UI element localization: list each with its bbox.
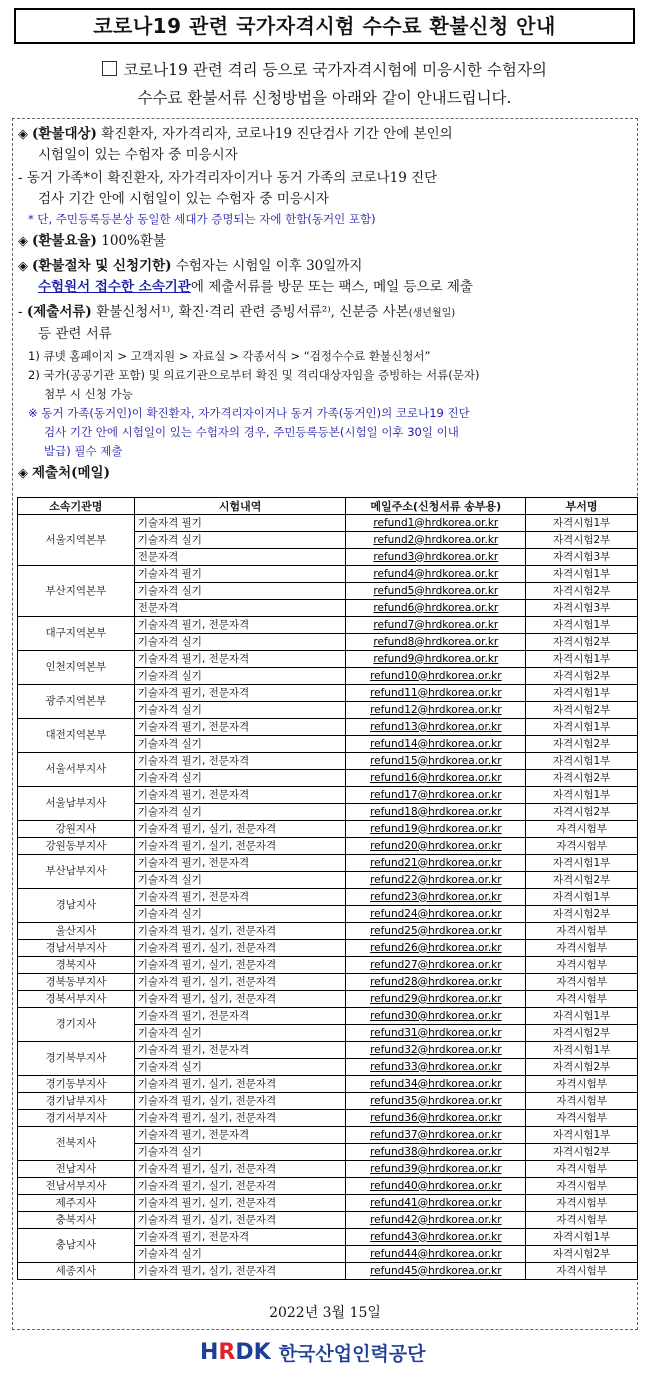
cell-dept: 자격시험부: [526, 1093, 638, 1110]
target-head: (환불대상): [32, 126, 97, 142]
cell-email[interactable]: refund2@hrdkorea.or.kr: [346, 532, 526, 549]
cell-exam: 기술자격 필기, 실기, 전문자격: [134, 923, 346, 940]
cell-exam: 기술자격 실기: [134, 1246, 346, 1263]
table-row: [18, 1076, 638, 1093]
cell-org: 부산지역본부: [18, 566, 135, 617]
cell-email[interactable]: refund3@hrdkorea.or.kr: [346, 549, 526, 566]
cell-dept: 자격시험부: [526, 974, 638, 991]
table-row: [18, 1127, 638, 1144]
footnote-2b: 첨부 시 신청 가능: [44, 387, 133, 401]
cell-org: 부산남부지사: [18, 855, 135, 889]
cell-email[interactable]: refund10@hrdkorea.or.kr: [346, 668, 526, 685]
table-row: [18, 1212, 638, 1229]
cell-exam: 기술자격 필기, 실기, 전문자격: [134, 1110, 346, 1127]
cell-org: 강원지사: [18, 821, 135, 838]
cell-email[interactable]: refund36@hrdkorea.or.kr: [346, 1110, 526, 1127]
rate-head: (환불요율): [32, 233, 97, 249]
table-row: [18, 617, 638, 634]
cell-exam: 기술자격 실기: [134, 770, 346, 787]
cell-email[interactable]: refund20@hrdkorea.or.kr: [346, 838, 526, 855]
cell-exam: 기술자격 필기, 전문자격: [134, 889, 346, 906]
proc-text-2: 에 제출서류를 방문 또는 팩스, 메일 등으로 제출: [190, 279, 473, 295]
cell-email[interactable]: refund11@hrdkorea.or.kr: [346, 685, 526, 702]
cell-email[interactable]: refund22@hrdkorea.or.kr: [346, 872, 526, 889]
cell-dept: 자격시험1부: [526, 566, 638, 583]
cell-dept: 자격시험부: [526, 1110, 638, 1127]
cell-email[interactable]: refund45@hrdkorea.or.kr: [346, 1263, 526, 1280]
rate-text: 100%환불: [96, 233, 166, 249]
cell-dept: 자격시험1부: [526, 787, 638, 804]
cell-exam: 기술자격 필기, 실기, 전문자격: [134, 838, 346, 855]
cell-exam: 기술자격 필기, 전문자격: [134, 1127, 346, 1144]
cell-email[interactable]: refund12@hrdkorea.or.kr: [346, 702, 526, 719]
submit-head: 제출처(메일): [32, 465, 110, 481]
cell-dept: 자격시험2부: [526, 1025, 638, 1042]
table-row: [18, 821, 638, 838]
cell-exam: 전문자격: [134, 549, 346, 566]
document-date: 2022년 3월 15일: [269, 1305, 381, 1321]
cell-dept: 자격시험부: [526, 1212, 638, 1229]
cell-exam: 기술자격 필기, 실기, 전문자격: [134, 940, 346, 957]
cell-dept: 자격시험부: [526, 838, 638, 855]
table-row: [18, 940, 638, 957]
intro-line-1: 코로나19 관련 격리 등으로 국가자격시험에 미응시한 수험자의: [123, 61, 547, 79]
cell-dept: 자격시험3부: [526, 549, 638, 566]
cell-email[interactable]: refund34@hrdkorea.or.kr: [346, 1076, 526, 1093]
cell-exam: 기술자격 필기, 실기, 전문자격: [134, 1093, 346, 1110]
col-header-email: 메일주소(신청서류 송부용): [346, 498, 526, 515]
cell-exam: 기술자격 필기, 실기, 전문자격: [134, 1263, 346, 1280]
cell-email[interactable]: refund13@hrdkorea.or.kr: [346, 719, 526, 736]
cell-dept: 자격시험부: [526, 923, 638, 940]
table-row: [18, 1161, 638, 1178]
family-line-1: - 동거 가족*이 확진환자, 자가격리자이거나 동거 가족의 코로나19 진단: [18, 170, 438, 186]
cell-dept: 자격시험부: [526, 1178, 638, 1195]
cell-exam: 기술자격 필기, 전문자격: [134, 719, 346, 736]
diamond-bullet-icon: ◈: [18, 466, 28, 481]
cell-email[interactable]: refund42@hrdkorea.or.kr: [346, 1212, 526, 1229]
cell-email[interactable]: refund44@hrdkorea.or.kr: [346, 1246, 526, 1263]
cell-dept: 자격시험1부: [526, 855, 638, 872]
cell-exam: 기술자격 실기: [134, 1059, 346, 1076]
cell-exam: 기술자격 실기: [134, 634, 346, 651]
cell-email[interactable]: refund41@hrdkorea.or.kr: [346, 1195, 526, 1212]
cell-email[interactable]: refund17@hrdkorea.or.kr: [346, 787, 526, 804]
cell-org: 경기남부지사: [18, 1093, 135, 1110]
table-row: [18, 1093, 638, 1110]
cell-email[interactable]: refund31@hrdkorea.or.kr: [346, 1025, 526, 1042]
cell-exam: 기술자격 필기, 전문자격: [134, 685, 346, 702]
cell-org: 광주지역본부: [18, 685, 135, 719]
cell-email[interactable]: refund1@hrdkorea.or.kr: [346, 515, 526, 532]
proc-link[interactable]: 수험원서 접수한 소속기관: [38, 279, 191, 295]
footnote-2a: 2) 국가(공공기관 포함) 및 의료기관으로부터 확진 및 격리대상자임을 증빙하는 서류(문자): [28, 368, 480, 382]
table-row: [18, 889, 638, 906]
cell-email[interactable]: refund32@hrdkorea.or.kr: [346, 1042, 526, 1059]
cell-exam: 기술자격 필기, 실기, 전문자격: [134, 974, 346, 991]
footnote-1: 1) 큐넷 홈페이지 > 고객지원 > 자료실 > 각종서식 > “검정수수료 환불신청서”: [28, 349, 431, 363]
cell-dept: 자격시험부: [526, 991, 638, 1008]
cell-org: 경남서부지사: [18, 940, 135, 957]
logo-mark: HRDK: [200, 1339, 271, 1365]
cell-email[interactable]: refund5@hrdkorea.or.kr: [346, 583, 526, 600]
cell-org: 제주지사: [18, 1195, 135, 1212]
cell-email[interactable]: refund8@hrdkorea.or.kr: [346, 634, 526, 651]
cell-org: 충남지사: [18, 1229, 135, 1263]
docs-small: (생년월일): [408, 308, 456, 319]
diamond-bullet-icon: ◈: [18, 234, 28, 249]
cell-dept: 자격시험1부: [526, 889, 638, 906]
table-row: [18, 855, 638, 872]
diamond-bullet-icon: ◈: [18, 127, 28, 142]
cell-exam: 기술자격 필기, 실기, 전문자격: [134, 1195, 346, 1212]
col-header-dept: 부서명: [526, 498, 638, 515]
cell-email[interactable]: refund35@hrdkorea.or.kr: [346, 1093, 526, 1110]
section-target: [18, 124, 638, 484]
table-row: [18, 787, 638, 804]
table-header-row: [18, 498, 638, 515]
cell-dept: 자격시험1부: [526, 1229, 638, 1246]
footnote-3b: 검사 기간 안에 시험일이 있는 수험자의 경우, 주민등록등본(시험일 이후 30일 이내: [44, 425, 459, 439]
cell-exam: 기술자격 필기, 전문자격: [134, 651, 346, 668]
footnote-3c: 발급) 필수 제출: [44, 444, 123, 458]
cell-email[interactable]: refund21@hrdkorea.or.kr: [346, 855, 526, 872]
cell-org: 경남지사: [18, 889, 135, 923]
cell-org: 경기서부지사: [18, 1110, 135, 1127]
cell-dept: 자격시험부: [526, 1076, 638, 1093]
cell-org: 경북동부지사: [18, 974, 135, 991]
cell-exam: 기술자격 필기, 전문자격: [134, 1229, 346, 1246]
cell-exam: 기술자격 실기: [134, 804, 346, 821]
cell-dept: 자격시험1부: [526, 1127, 638, 1144]
cell-org: 충북지사: [18, 1212, 135, 1229]
cell-dept: 자격시험3부: [526, 600, 638, 617]
table-row: [18, 1195, 638, 1212]
cell-dept: 자격시험2부: [526, 736, 638, 753]
checkbox-square-icon: [102, 61, 117, 76]
cell-dept: 자격시험2부: [526, 668, 638, 685]
cell-dept: 자격시험1부: [526, 651, 638, 668]
cell-dept: 자격시험2부: [526, 770, 638, 787]
table-row: [18, 685, 638, 702]
cell-email[interactable]: refund39@hrdkorea.or.kr: [346, 1161, 526, 1178]
col-header-org: 소속기관명: [18, 498, 135, 515]
cell-exam: 기술자격 필기, 전문자격: [134, 753, 346, 770]
cell-exam: 기술자격 필기, 실기, 전문자격: [134, 1076, 346, 1093]
cell-email[interactable]: refund15@hrdkorea.or.kr: [346, 753, 526, 770]
intro: [14, 56, 635, 112]
hrdk-logo: [200, 1338, 426, 1366]
table-row: [18, 1263, 638, 1280]
cell-email[interactable]: refund9@hrdkorea.or.kr: [346, 651, 526, 668]
cell-email[interactable]: refund38@hrdkorea.or.kr: [346, 1144, 526, 1161]
cell-org: 경기지사: [18, 1008, 135, 1042]
cell-org: 전남서부지사: [18, 1178, 135, 1195]
cell-dept: 자격시험2부: [526, 872, 638, 889]
cell-exam: 기술자격 실기: [134, 583, 346, 600]
cell-exam: 기술자격 필기, 전문자격: [134, 1008, 346, 1025]
table-row: [18, 515, 638, 532]
cell-dept: 자격시험부: [526, 821, 638, 838]
page-title: 코로나19 관련 국가자격시험 수수료 환불신청 안내: [14, 8, 635, 44]
table-row: [18, 957, 638, 974]
cell-email[interactable]: refund37@hrdkorea.or.kr: [346, 1127, 526, 1144]
cell-dept: 자격시험1부: [526, 753, 638, 770]
docs-head: (제출서류): [26, 304, 92, 320]
table-row: [18, 1008, 638, 1025]
footnote-3a: ※ 동거 가족(동거인)이 확진환자, 자가격리자이거나 동거 가족(동거인)의 코로나19 진단: [28, 406, 470, 420]
cell-org: 경북서부지사: [18, 991, 135, 1008]
family-line-2: 검사 기간 안에 시험일이 있는 수험자 중 미응시자: [38, 191, 329, 207]
cell-email[interactable]: refund26@hrdkorea.or.kr: [346, 940, 526, 957]
docs-prefix: -: [18, 304, 27, 320]
table-row: [18, 1178, 638, 1195]
cell-email[interactable]: refund16@hrdkorea.or.kr: [346, 770, 526, 787]
cell-email[interactable]: refund19@hrdkorea.or.kr: [346, 821, 526, 838]
cell-exam: 기술자격 필기, 실기, 전문자격: [134, 821, 346, 838]
cell-dept: 자격시험부: [526, 1195, 638, 1212]
cell-email[interactable]: refund28@hrdkorea.or.kr: [346, 974, 526, 991]
table-body: [18, 515, 638, 1280]
cell-org: 울산지사: [18, 923, 135, 940]
diamond-bullet-icon: ◈: [18, 259, 28, 274]
table-row: [18, 991, 638, 1008]
cell-email[interactable]: refund6@hrdkorea.or.kr: [346, 600, 526, 617]
cell-org: 경기북부지사: [18, 1042, 135, 1076]
cell-exam: 기술자격 필기: [134, 515, 346, 532]
cell-org: 전북지사: [18, 1127, 135, 1161]
cell-dept: 자격시험부: [526, 1263, 638, 1280]
cell-email[interactable]: refund33@hrdkorea.or.kr: [346, 1059, 526, 1076]
cell-dept: 자격시험부: [526, 940, 638, 957]
target-text: 확진환자, 자가격리자, 코로나19 진단검사 기간 안에 본인의: [96, 126, 453, 142]
cell-dept: 자격시험2부: [526, 1246, 638, 1263]
cell-email[interactable]: refund18@hrdkorea.or.kr: [346, 804, 526, 821]
cell-exam: 기술자격 실기: [134, 906, 346, 923]
target-text-2: 시험일이 있는 수험자 중 미응시자: [38, 147, 238, 163]
cell-dept: 자격시험1부: [526, 685, 638, 702]
refund-contact-table: [17, 497, 638, 1280]
table-row: [18, 651, 638, 668]
cell-dept: 자격시험2부: [526, 702, 638, 719]
cell-exam: 기술자격 실기: [134, 1144, 346, 1161]
proc-text: 수험자는 시험일 이후 30일까지: [171, 258, 363, 274]
cell-exam: 기술자격 필기, 실기, 전문자격: [134, 957, 346, 974]
cell-email[interactable]: refund24@hrdkorea.or.kr: [346, 906, 526, 923]
cell-dept: 자격시험1부: [526, 1008, 638, 1025]
cell-dept: 자격시험1부: [526, 1042, 638, 1059]
table-row: [18, 838, 638, 855]
cell-exam: 기술자격 필기, 실기, 전문자격: [134, 1178, 346, 1195]
cell-org: 대구지역본부: [18, 617, 135, 651]
cell-dept: 자격시험2부: [526, 1144, 638, 1161]
cell-dept: 자격시험2부: [526, 906, 638, 923]
cell-org: 인천지역본부: [18, 651, 135, 685]
table-row: [18, 1042, 638, 1059]
cell-exam: 기술자격 필기, 전문자격: [134, 1042, 346, 1059]
cell-email[interactable]: refund7@hrdkorea.or.kr: [346, 617, 526, 634]
cell-org: 세종지사: [18, 1263, 135, 1280]
cell-exam: 기술자격 필기: [134, 566, 346, 583]
cell-exam: 기술자격 필기, 실기, 전문자격: [134, 991, 346, 1008]
cell-email[interactable]: refund25@hrdkorea.or.kr: [346, 923, 526, 940]
cell-dept: 자격시험2부: [526, 1059, 638, 1076]
table-row: [18, 1229, 638, 1246]
cell-dept: 자격시험2부: [526, 532, 638, 549]
cell-exam: 기술자격 필기, 전문자격: [134, 787, 346, 804]
cell-email[interactable]: refund27@hrdkorea.or.kr: [346, 957, 526, 974]
table-row: [18, 566, 638, 583]
cell-org: 대전지역본부: [18, 719, 135, 753]
docs-text: 환불신청서¹⁾, 확진·격리 관련 증빙서류²⁾, 신분증 사본: [91, 304, 409, 320]
cell-dept: 자격시험1부: [526, 719, 638, 736]
cell-exam: 기술자격 실기: [134, 1025, 346, 1042]
docs-text-2: 등 관련 서류: [38, 326, 112, 342]
cell-exam: 기술자격 필기, 실기, 전문자격: [134, 1212, 346, 1229]
intro-line-2: 수수료 환불서류 신청방법을 아래와 같이 안내드립니다.: [137, 89, 512, 107]
cell-email[interactable]: refund4@hrdkorea.or.kr: [346, 566, 526, 583]
cell-exam: 기술자격 실기: [134, 702, 346, 719]
cell-email[interactable]: refund40@hrdkorea.or.kr: [346, 1178, 526, 1195]
table-row: [18, 923, 638, 940]
table-row: [18, 1110, 638, 1127]
cell-org: 전남지사: [18, 1161, 135, 1178]
table-row: [18, 719, 638, 736]
table-row: [18, 753, 638, 770]
cell-org: 경기동부지사: [18, 1076, 135, 1093]
cell-dept: 자격시험부: [526, 957, 638, 974]
cell-dept: 자격시험2부: [526, 804, 638, 821]
cell-email[interactable]: refund23@hrdkorea.or.kr: [346, 889, 526, 906]
cell-email[interactable]: refund43@hrdkorea.or.kr: [346, 1229, 526, 1246]
cell-org: 서울남부지사: [18, 787, 135, 821]
cell-exam: 기술자격 실기: [134, 668, 346, 685]
cell-exam: 기술자격 필기, 실기, 전문자격: [134, 1161, 346, 1178]
cell-org: 강원동부지사: [18, 838, 135, 855]
cell-org: 서울서부지사: [18, 753, 135, 787]
cell-exam: 기술자격 실기: [134, 736, 346, 753]
cell-org: 경북지사: [18, 957, 135, 974]
cell-dept: 자격시험1부: [526, 515, 638, 532]
cell-exam: 기술자격 실기: [134, 872, 346, 889]
family-note: * 단, 주민등록등본상 동일한 세대가 증명되는 자에 한함(동거인 포함): [28, 212, 376, 226]
cell-email[interactable]: refund29@hrdkorea.or.kr: [346, 991, 526, 1008]
cell-exam: 기술자격 실기: [134, 532, 346, 549]
cell-email[interactable]: refund30@hrdkorea.or.kr: [346, 1008, 526, 1025]
logo-name: 한국산업인력공단: [278, 1342, 426, 1365]
cell-dept: 자격시험2부: [526, 583, 638, 600]
cell-dept: 자격시험1부: [526, 617, 638, 634]
cell-org: 서울지역본부: [18, 515, 135, 566]
cell-email[interactable]: refund14@hrdkorea.or.kr: [346, 736, 526, 753]
col-header-exam: 시험내역: [134, 498, 346, 515]
cell-exam: 기술자격 필기, 전문자격: [134, 617, 346, 634]
cell-dept: 자격시험부: [526, 1161, 638, 1178]
cell-exam: 전문자격: [134, 600, 346, 617]
cell-dept: 자격시험2부: [526, 634, 638, 651]
proc-head: (환불절차 및 신청기한): [32, 258, 172, 274]
table-row: [18, 974, 638, 991]
cell-exam: 기술자격 필기, 전문자격: [134, 855, 346, 872]
